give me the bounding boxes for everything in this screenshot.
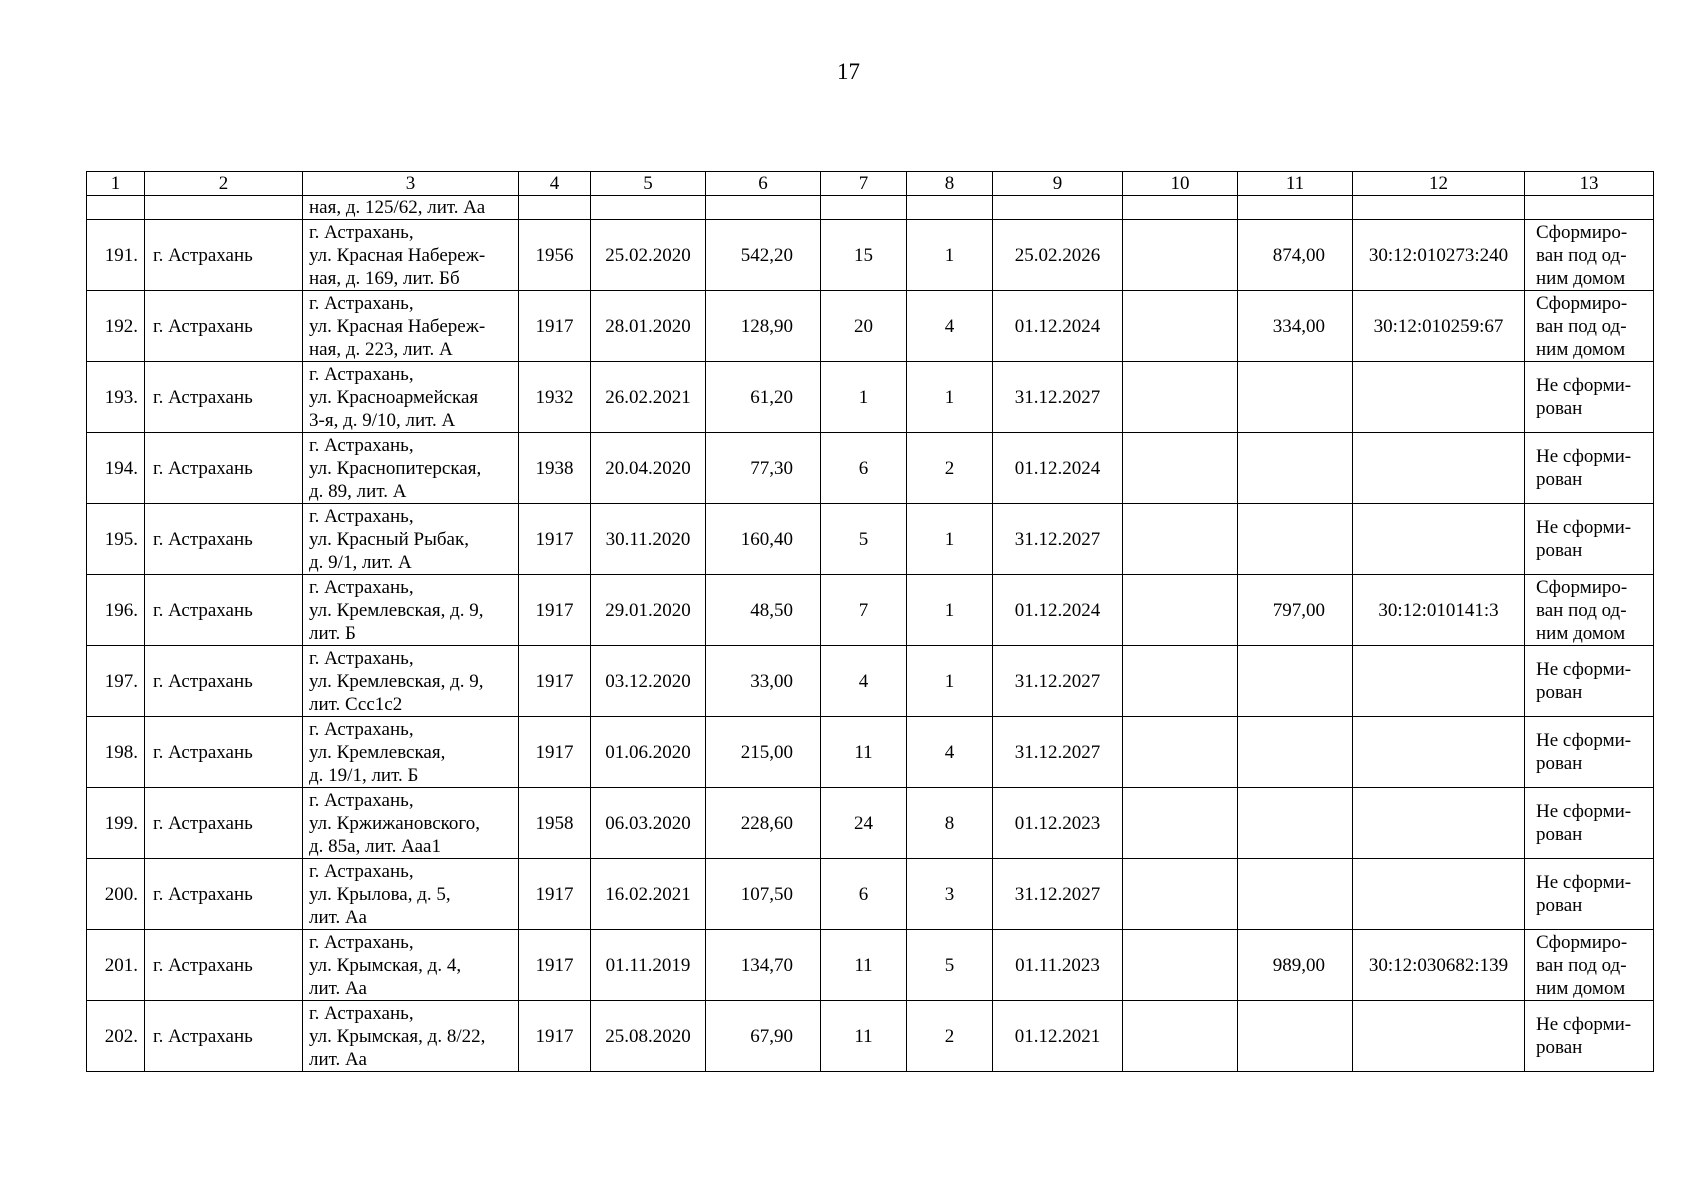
cell-cadastral: [1353, 859, 1525, 930]
page-number: 17: [837, 59, 860, 84]
cell-col10: [1123, 1001, 1238, 1072]
cell-col10: [1123, 433, 1238, 504]
cell-city: г. Астрахань: [145, 433, 303, 504]
column-number-4: 4: [519, 172, 591, 196]
cell-land-area: [1238, 433, 1353, 504]
cell-num: 197.: [87, 646, 145, 717]
column-number-8: 8: [907, 172, 993, 196]
cell-apartments: 2: [907, 433, 993, 504]
cell-address: г. Астрахань, ул. Крымская, д. 8/22, лит. Аа: [303, 1001, 519, 1072]
cell-deadline: 25.02.2026: [993, 220, 1123, 291]
cell-status: [1525, 196, 1654, 220]
cell-num: 200.: [87, 859, 145, 930]
cell-area: 160,40: [706, 504, 821, 575]
cell-apartments: 8: [907, 788, 993, 859]
cell-city: г. Астрахань: [145, 575, 303, 646]
column-number-9: 9: [993, 172, 1123, 196]
cell-area: 215,00: [706, 717, 821, 788]
cell-deadline: 01.11.2023: [993, 930, 1123, 1001]
cell-address: г. Астрахань, ул. Красноармейская 3-я, д. 9/10, лит. А: [303, 362, 519, 433]
cell-residents: [821, 196, 907, 220]
cell-cadastral: 30:12:010141:3: [1353, 575, 1525, 646]
cell-city: г. Астрахань: [145, 788, 303, 859]
cell-date: 20.04.2020: [591, 433, 706, 504]
cell-deadline: 01.12.2024: [993, 291, 1123, 362]
cell-apartments: 1: [907, 504, 993, 575]
cell-address: г. Астрахань, ул. Крылова, д. 5, лит. Аа: [303, 859, 519, 930]
cell-city: г. Астрахань: [145, 859, 303, 930]
cell-col10: [1123, 504, 1238, 575]
cell-num: 193.: [87, 362, 145, 433]
cell-city: г. Астрахань: [145, 646, 303, 717]
cell-address: г. Астрахань, ул. Кремлевская, д. 9, лит. Б: [303, 575, 519, 646]
cell-area: [706, 196, 821, 220]
cell-status: Не сформи- рован: [1525, 362, 1654, 433]
cell-date: 28.01.2020: [591, 291, 706, 362]
cell-year: 1917: [519, 646, 591, 717]
cell-status: Не сформи- рован: [1525, 717, 1654, 788]
cell-cadastral: [1353, 433, 1525, 504]
column-number-12: 12: [1353, 172, 1525, 196]
table-row: [87, 362, 1654, 433]
cell-residents: 4: [821, 646, 907, 717]
cell-status: Не сформи- рован: [1525, 1001, 1654, 1072]
cell-year: 1917: [519, 930, 591, 1001]
cell-area: 542,20: [706, 220, 821, 291]
cell-residents: 11: [821, 930, 907, 1001]
column-number-5: 5: [591, 172, 706, 196]
cell-num: 192.: [87, 291, 145, 362]
cell-city: [145, 196, 303, 220]
cell-col10: [1123, 930, 1238, 1001]
cell-status: Не сформи- рован: [1525, 433, 1654, 504]
cell-status: Не сформи- рован: [1525, 788, 1654, 859]
table-row: [87, 575, 1654, 646]
table-row: [87, 1001, 1654, 1072]
column-number-3: 3: [303, 172, 519, 196]
cell-col10: [1123, 291, 1238, 362]
cell-deadline: [993, 196, 1123, 220]
cell-year: 1917: [519, 291, 591, 362]
cell-cadastral: 30:12:010273:240: [1353, 220, 1525, 291]
cell-land-area: [1238, 196, 1353, 220]
cell-num: 194.: [87, 433, 145, 504]
cell-cadastral: [1353, 717, 1525, 788]
cell-land-area: 334,00: [1238, 291, 1353, 362]
cell-land-area: [1238, 859, 1353, 930]
cell-status: Сформиро- ван под од- ним домом: [1525, 220, 1654, 291]
cell-year: 1917: [519, 504, 591, 575]
cell-apartments: 1: [907, 646, 993, 717]
cell-date: 06.03.2020: [591, 788, 706, 859]
cell-date: 16.02.2021: [591, 859, 706, 930]
cell-date: 01.11.2019: [591, 930, 706, 1001]
cell-col10: [1123, 575, 1238, 646]
cell-num: 195.: [87, 504, 145, 575]
cell-city: г. Астрахань: [145, 291, 303, 362]
cell-land-area: [1238, 646, 1353, 717]
cell-residents: 24: [821, 788, 907, 859]
table-row: [87, 504, 1654, 575]
cell-deadline: 01.12.2023: [993, 788, 1123, 859]
cell-cadastral: 30:12:010259:67: [1353, 291, 1525, 362]
cell-apartments: 1: [907, 220, 993, 291]
cell-address: г. Астрахань, ул. Красная Набереж- ная, д. 223, лит. А: [303, 291, 519, 362]
cell-num: 191.: [87, 220, 145, 291]
cell-num: 199.: [87, 788, 145, 859]
cell-year: [519, 196, 591, 220]
cell-apartments: 5: [907, 930, 993, 1001]
cell-residents: 11: [821, 717, 907, 788]
cell-area: 107,50: [706, 859, 821, 930]
cell-col10: [1123, 646, 1238, 717]
cell-apartments: [907, 196, 993, 220]
cell-cadastral: [1353, 1001, 1525, 1072]
cell-cadastral: [1353, 788, 1525, 859]
cell-status: Сформиро- ван под од- ним домом: [1525, 291, 1654, 362]
cell-col10: [1123, 362, 1238, 433]
cell-date: 03.12.2020: [591, 646, 706, 717]
cell-city: г. Астрахань: [145, 220, 303, 291]
cell-residents: 6: [821, 433, 907, 504]
cell-deadline: 31.12.2027: [993, 504, 1123, 575]
cell-deadline: 31.12.2027: [993, 717, 1123, 788]
cell-deadline: 31.12.2027: [993, 859, 1123, 930]
cell-land-area: [1238, 504, 1353, 575]
cell-city: г. Астрахань: [145, 1001, 303, 1072]
table-row: [87, 433, 1654, 504]
cell-num: 196.: [87, 575, 145, 646]
cell-address: г. Астрахань, ул. Кремлевская, д. 9, лит. Ссс1с2: [303, 646, 519, 717]
cell-date: 30.11.2020: [591, 504, 706, 575]
table-row: [87, 291, 1654, 362]
cell-status: Сформиро- ван под од- ним домом: [1525, 930, 1654, 1001]
cell-address: г. Астрахань, ул. Красная Набереж- ная, д. 169, лит. Бб: [303, 220, 519, 291]
cell-residents: 6: [821, 859, 907, 930]
cell-apartments: 2: [907, 1001, 993, 1072]
cell-col10: [1123, 859, 1238, 930]
cell-area: 128,90: [706, 291, 821, 362]
column-number-1: 1: [87, 172, 145, 196]
cell-residents: 15: [821, 220, 907, 291]
cell-year: 1917: [519, 859, 591, 930]
cell-deadline: 01.12.2024: [993, 575, 1123, 646]
cell-area: 61,20: [706, 362, 821, 433]
cell-address: г. Астрахань, ул. Крымская, д. 4, лит. Аа: [303, 930, 519, 1001]
cell-land-area: [1238, 1001, 1353, 1072]
cell-land-area: [1238, 362, 1353, 433]
cell-year: 1958: [519, 788, 591, 859]
column-number-row: [87, 172, 1654, 196]
cell-num: 201.: [87, 930, 145, 1001]
table-row: [87, 717, 1654, 788]
cell-area: 48,50: [706, 575, 821, 646]
cell-area: 77,30: [706, 433, 821, 504]
cell-address: г. Астрахань, ул. Кржижановского, д. 85а, лит. Ааа1: [303, 788, 519, 859]
table-row: [87, 788, 1654, 859]
cell-residents: 20: [821, 291, 907, 362]
cell-date: [591, 196, 706, 220]
cell-num: [87, 196, 145, 220]
cell-date: 25.02.2020: [591, 220, 706, 291]
cell-residents: 1: [821, 362, 907, 433]
cell-residents: 11: [821, 1001, 907, 1072]
column-number-11: 11: [1238, 172, 1353, 196]
column-number-6: 6: [706, 172, 821, 196]
cell-cadastral: [1353, 196, 1525, 220]
cell-date: 26.02.2021: [591, 362, 706, 433]
cell-year: 1917: [519, 717, 591, 788]
cell-area: 134,70: [706, 930, 821, 1001]
cell-year: 1917: [519, 575, 591, 646]
cell-year: 1932: [519, 362, 591, 433]
cell-area: 228,60: [706, 788, 821, 859]
cell-col10: [1123, 717, 1238, 788]
cell-city: г. Астрахань: [145, 717, 303, 788]
cell-city: г. Астрахань: [145, 504, 303, 575]
cell-land-area: 874,00: [1238, 220, 1353, 291]
cell-land-area: 797,00: [1238, 575, 1353, 646]
cell-address: ная, д. 125/62, лит. Аа: [303, 196, 519, 220]
cell-cadastral: [1353, 504, 1525, 575]
cell-apartments: 4: [907, 291, 993, 362]
cell-apartments: 3: [907, 859, 993, 930]
cell-deadline: 31.12.2027: [993, 646, 1123, 717]
cell-address: г. Астрахань, ул. Кремлевская, д. 19/1, лит. Б: [303, 717, 519, 788]
cell-city: г. Астрахань: [145, 930, 303, 1001]
cell-year: 1917: [519, 1001, 591, 1072]
cell-land-area: 989,00: [1238, 930, 1353, 1001]
cell-apartments: 4: [907, 717, 993, 788]
table-row: [87, 859, 1654, 930]
cell-city: г. Астрахань: [145, 362, 303, 433]
cell-residents: 7: [821, 575, 907, 646]
cell-area: 33,00: [706, 646, 821, 717]
cell-year: 1956: [519, 220, 591, 291]
cell-deadline: 01.12.2021: [993, 1001, 1123, 1072]
cell-status: Не сформи- рован: [1525, 646, 1654, 717]
cell-cadastral: [1353, 646, 1525, 717]
housing-table: [86, 171, 1654, 1072]
cell-deadline: 01.12.2024: [993, 433, 1123, 504]
cell-year: 1938: [519, 433, 591, 504]
column-number-2: 2: [145, 172, 303, 196]
column-number-10: 10: [1123, 172, 1238, 196]
cell-address: г. Астрахань, ул. Краснопитерская, д. 89, лит. А: [303, 433, 519, 504]
cell-area: 67,90: [706, 1001, 821, 1072]
cell-land-area: [1238, 788, 1353, 859]
cell-status: Не сформи- рован: [1525, 504, 1654, 575]
cell-residents: 5: [821, 504, 907, 575]
cell-deadline: 31.12.2027: [993, 362, 1123, 433]
cell-status: Не сформи- рован: [1525, 859, 1654, 930]
cell-address: г. Астрахань, ул. Красный Рыбак, д. 9/1, лит. А: [303, 504, 519, 575]
cell-cadastral: [1353, 362, 1525, 433]
table-row: [87, 220, 1654, 291]
table-row: [87, 646, 1654, 717]
column-number-13: 13: [1525, 172, 1654, 196]
cell-col10: [1123, 220, 1238, 291]
cell-cadastral: 30:12:030682:139: [1353, 930, 1525, 1001]
cell-status: Сформиро- ван под од- ним домом: [1525, 575, 1654, 646]
continuation-row: [87, 196, 1654, 220]
cell-apartments: 1: [907, 575, 993, 646]
cell-date: 25.08.2020: [591, 1001, 706, 1072]
cell-num: 202.: [87, 1001, 145, 1072]
cell-date: 29.01.2020: [591, 575, 706, 646]
column-number-7: 7: [821, 172, 907, 196]
table-row: [87, 930, 1654, 1001]
cell-land-area: [1238, 717, 1353, 788]
cell-col10: [1123, 196, 1238, 220]
cell-col10: [1123, 788, 1238, 859]
cell-apartments: 1: [907, 362, 993, 433]
cell-num: 198.: [87, 717, 145, 788]
cell-date: 01.06.2020: [591, 717, 706, 788]
